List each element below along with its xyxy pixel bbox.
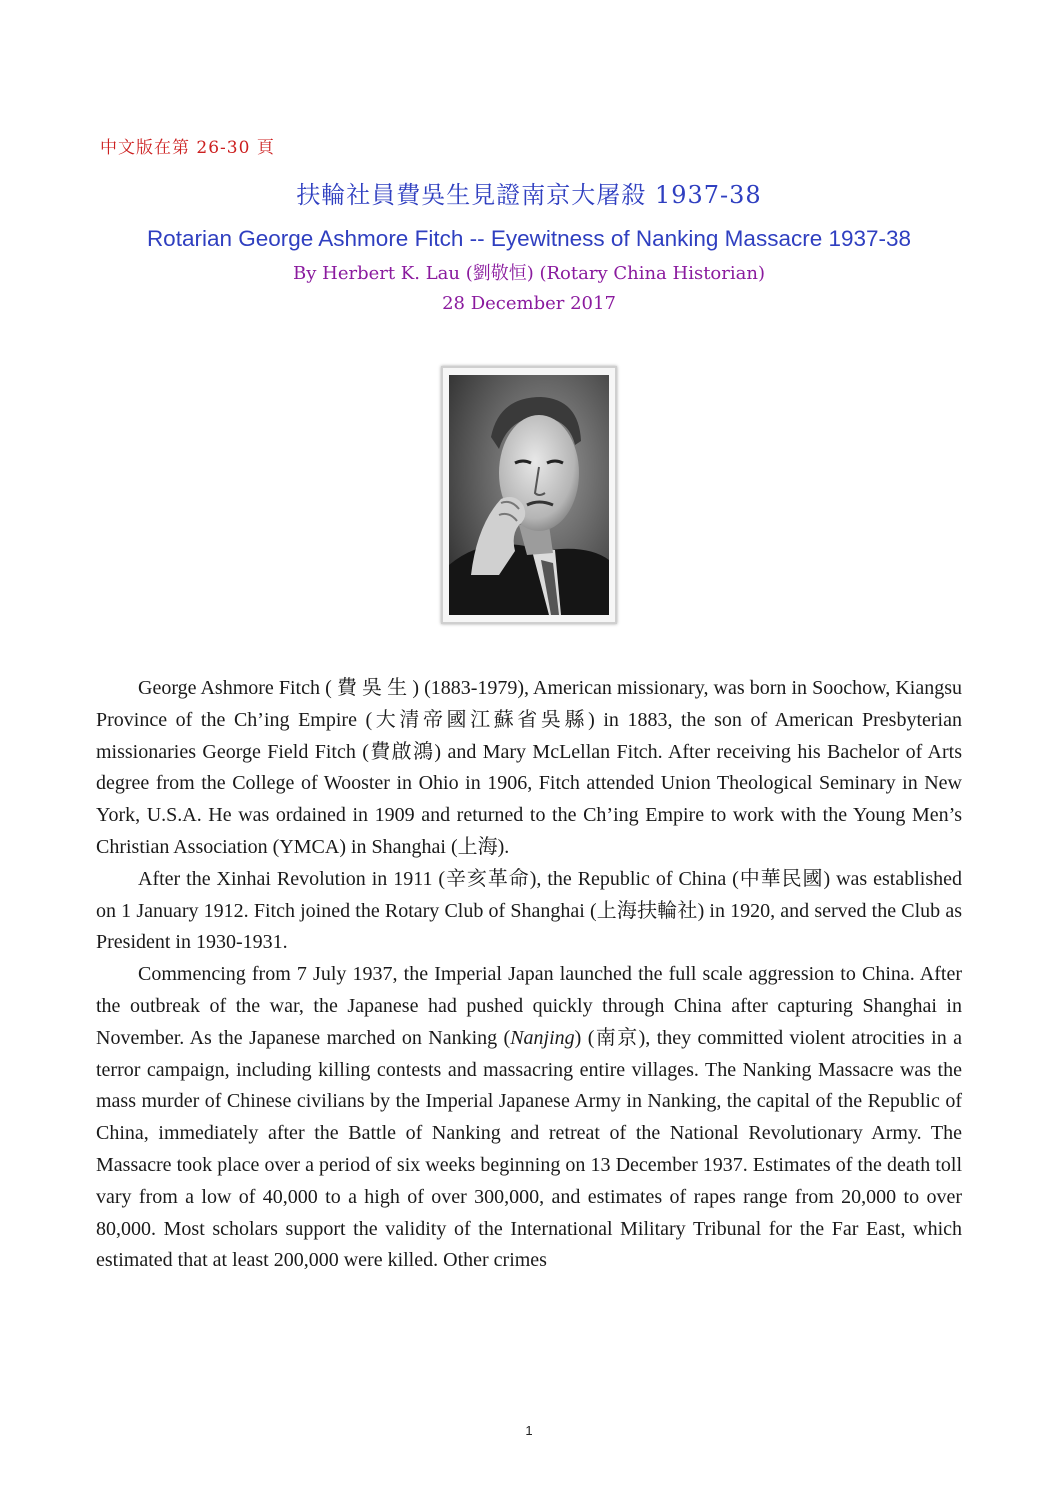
paragraph-3-part-b: ) (南京), they committed violent atrocities in a terror campaign, including killing contests and massacring entire villages. The Nanking Massacre was the mass murder of Chinese civilians by the Imperial Japanese Army in Nanking, the capital of the Republic of China, immediately after the Battle of Nanking and retreat of the National Revolutionary Army. The Massacre took place over a period of six weeks beginning on 13 December 1937. Estimates of the death toll vary from a low of 40,000 to a high of over 300,000, and estimates of rapes range from 20,000 to over 80,000. Most scholars support the validity of the International Military Tribunal for the Far East, which estimated that at least 200,000 were killed. Other crimes xyxy=(96,1026,962,1272)
page-number: 1 xyxy=(525,1423,533,1438)
paragraph-3 xyxy=(96,959,962,1277)
paragraph-2: After the Xinhai Revolution in 1911 (辛亥革命), the Republic of China (中華民國) was established on 1 January 1912. Fitch joined the Rotary Club of Shanghai (上海扶輪社) in 1920, and served the Club as President in 1930-1931. xyxy=(96,867,962,954)
paragraph-1: George Ashmore Fitch ( 費 吳 生 ) (1883-1979), American missionary, was born in Soochow, Kiangsu Province of the Ch’ing Empire (大清帝國江蘇省吳縣) in 1883, the son of American Presbyterian missionaries George Field Fitch (費啟鴻) and Mary McLellan Fitch. After receiving his Bachelor of Arts degree from the College of Wooster in Ohio in 1906, Fitch attended Union Theological Seminary in New York, U.S.A. He was ordained in 1909 and returned to the Ch’ing Empire to work with the Young Men’s Christian Association (YMCA) in Shanghai (上海). xyxy=(96,677,962,858)
publication-date: 28 December 2017 xyxy=(442,293,616,314)
nanjing-italic: Nanjing xyxy=(510,1026,575,1049)
chinese-title: 扶輪社員費吳生見證南京大屠殺 1937-38 xyxy=(296,181,762,209)
article-body xyxy=(96,673,962,1277)
paragraph-3-part-a: Commencing from 7 July 1937, the Imperial Japan launched the full scale aggression to China. After the outbreak of the war, the Japanese had pushed quickly through China after capturing Shanghai in November. As the Japanese marched on Nanking ( xyxy=(96,963,962,1049)
english-title: Rotarian George Ashmore Fitch -- Eyewitness of Nanking Massacre 1937-38 xyxy=(146,226,912,251)
portrait-illustration xyxy=(449,374,609,616)
chinese-version-note: 中文版在第 26-30 頁 xyxy=(100,138,275,158)
portrait-photo xyxy=(441,366,617,624)
author-byline: By Herbert K. Lau (劉敬恒) (Rotary China Historian) xyxy=(293,263,765,284)
